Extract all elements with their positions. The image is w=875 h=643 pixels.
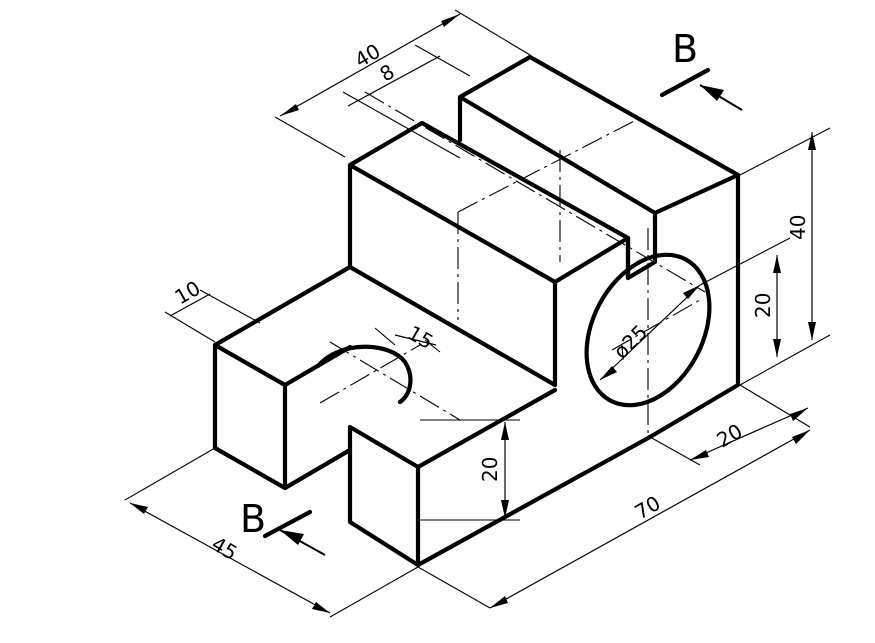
dim-length: 70 — [630, 490, 665, 525]
section-label-bottom: B — [240, 497, 267, 541]
extension-lines — [125, 10, 830, 617]
dimension-labels — [171, 39, 811, 565]
dim-top-slot: 8 — [375, 59, 399, 87]
section-mark-bottom — [240, 497, 325, 555]
section-mark-top — [662, 27, 742, 110]
back-block-edges — [460, 57, 738, 437]
dim-hole-diameter: ø25 — [608, 319, 653, 364]
dim-right-depth: 20 — [712, 418, 747, 453]
dim-depth: 45 — [207, 531, 242, 566]
dim-base-height: 20 — [478, 456, 502, 482]
dim-left-width: 10 — [170, 275, 205, 310]
section-label-top: B — [672, 27, 699, 71]
dim-height-total: 40 — [786, 214, 810, 240]
dim-slot-width: 15 — [403, 320, 438, 355]
base-slot-edge — [318, 347, 410, 402]
dim-hole-height: 20 — [751, 292, 775, 318]
object-outline — [215, 57, 738, 565]
dim-top-width: 40 — [350, 38, 385, 73]
